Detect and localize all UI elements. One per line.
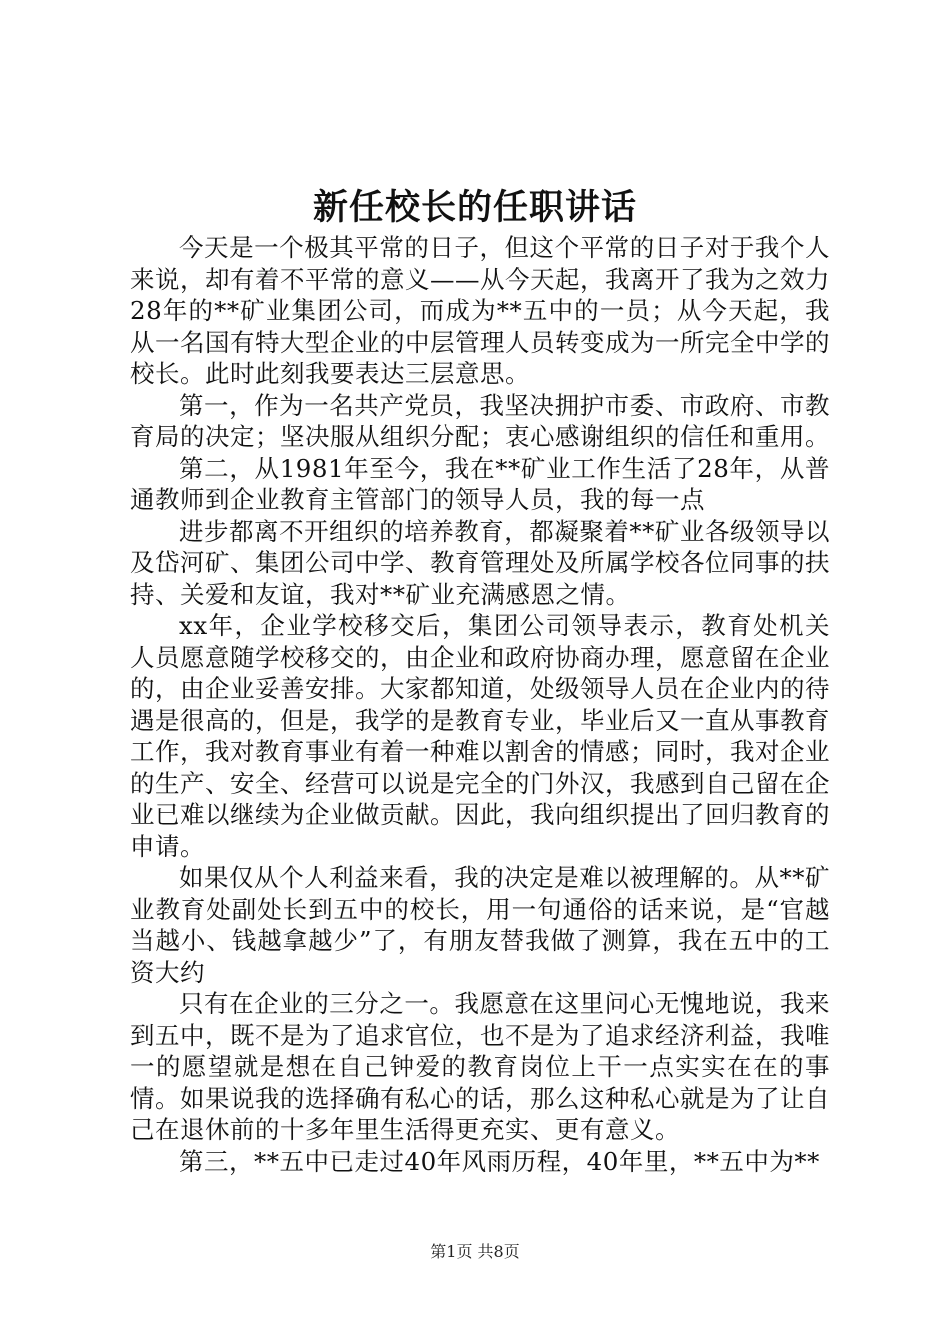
paragraph: xx年，企业学校移交后，集团公司领导表示，教育处机关人员愿意随学校移交的，由企业和政府协商办理，愿意留在企业的，由企业妥善安排。大家都知道，处级领导人员在企业内的待遇是很高的，但是，我学的是教育专业，毕业后又一直从事教育工作，我对教育事业有着一种难以割舍的情感；同时，我对企业的生产、安全、经营可以说是完全的门外汉，我感到自己留在企业已难以继续为企业做贡献。因此，我向组织提出了回归教育的申请。: [130, 611, 830, 861]
paragraph: 如果仅从个人利益来看，我的决定是难以被理解的。从**矿业教育处副处长到五中的校长，用一句通俗的话来说，是“官越当越小、钱越拿越少”了，有朋友替我做了测算，我在五中的工资大约: [130, 863, 830, 987]
document-body: [130, 232, 830, 1177]
paragraph: 今天是一个极其平常的日子，但这个平常的日子对于我个人来说，却有着不平常的意义——从今天起，我离开了我为之效力28年的**矿业集团公司，而成为**五中的一员；从今天起，我从一名国有特大型企业的中层管理人员转变成为一所完全中学的校长。此时此刻我要表达三层意思。: [130, 233, 830, 388]
page-number-footer: 第1页 共8页: [430, 1242, 520, 1261]
paragraph: 第二，从1981年至今，我在**矿业工作生活了28年，从普通教师到企业教育主管部门的领导人员，我的每一点: [130, 453, 830, 514]
paragraph: 第一，作为一名共产党员，我坚决拥护市委、市政府、市教育局的决定；坚决服从组织分配；衷心感谢组织的信任和重用。: [130, 390, 830, 451]
document-title: 新任校长的任职讲话: [312, 187, 637, 228]
paragraph: 第三，**五中已走过40年风雨历程，40年里，**五中为**: [179, 1146, 820, 1176]
paragraph: 只有在企业的三分之一。我愿意在这里问心无愧地说，我来到五中，既不是为了追求官位，也不是为了追求经济利益，我唯一的愿望就是想在自己钟爱的教育岗位上干一点实实在在的事情。如果说我的选择确有私心的话，那么这种私心就是为了让自己在退休前的十多年里生活得更充实、更有意义。: [130, 989, 830, 1144]
paragraph: 进步都离不开组织的培养教育，都凝聚着**矿业各级领导以及岱河矿、集团公司中学、教育管理处及所属学校各位同事的扶持、关爱和友谊，我对**矿业充满感恩之情。: [130, 516, 830, 609]
